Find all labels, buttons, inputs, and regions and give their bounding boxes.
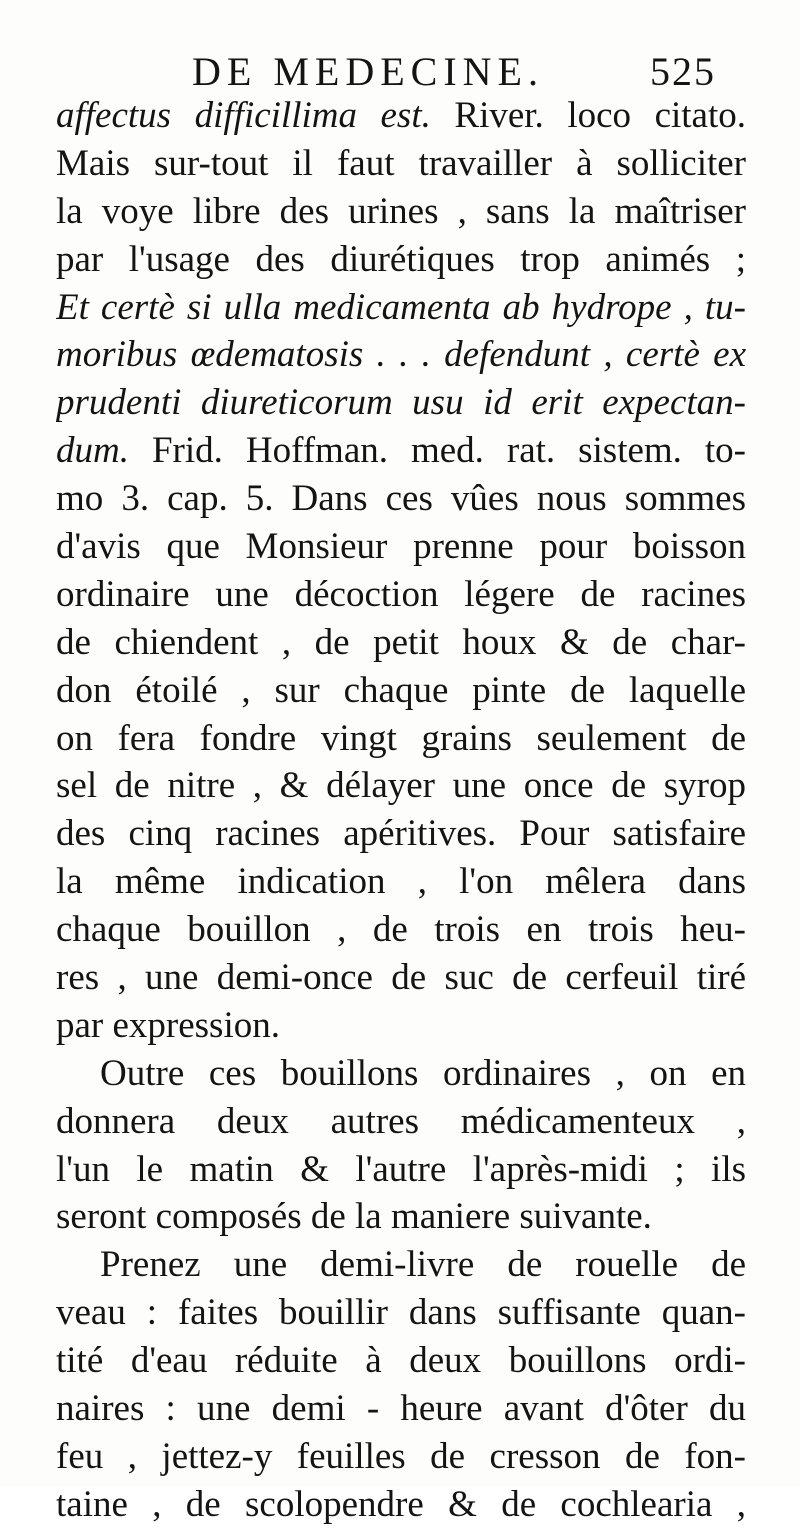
body-text [56,92,746,1529]
text-line [56,1481,746,1529]
text-line [56,906,746,954]
roman-text: Mais sur-tout il faut travailler à solliciter [56,142,746,184]
roman-text: feu , jettez-y feuilles de cresson de fon- [56,1435,746,1477]
roman-text: res , une demi-once de suc de cerfeuil tiré [56,957,746,999]
text-line [56,1385,746,1433]
italic-text: moribus œdematosis . . . defendunt , certè ex [56,334,746,376]
text-line [56,619,746,667]
running-title: DE MEDECINE. [192,49,544,94]
roman-text: veau : faites bouillir dans suffisante quan- [56,1292,746,1334]
text-line [56,1050,746,1098]
text-line [56,762,746,810]
roman-text: l'un le matin & l'autre l'après-midi ; ils [56,1148,746,1190]
text-line [56,1193,746,1241]
roman-text: sel de nitre , & délayer une once de syrop [56,765,746,807]
text-line [56,92,746,140]
text-line [56,427,746,475]
text-line [56,331,746,379]
roman-text: par l'usage des diurétiques trop animés ; [56,238,746,280]
roman-text: la même indication , l'on mêlera dans [56,861,746,903]
roman-text: donnera deux autres médicamenteux , [56,1100,746,1142]
page-number: 525 [650,49,716,94]
roman-text: d'avis que Monsieur prenne pour boisson [56,526,746,568]
roman-text: des cinq racines apéritives. Pour satisfaire [56,813,746,855]
text-line [56,1337,746,1385]
text-line [56,667,746,715]
text-line [56,571,746,619]
roman-text: de chiendent , de petit houx & de char- [56,621,746,663]
text-line [56,1289,746,1337]
roman-text: on fera fondre vingt grains seulement de [56,717,746,759]
italic-text: dum. [56,430,129,472]
italic-text: Et certè si ulla medicamenta ab hydrope , tu- [56,286,746,328]
roman-text: Outre ces bouillons ordinaires , on en [100,1052,746,1094]
roman-text: tité d'eau réduite à deux bouillons ordi- [56,1340,746,1382]
text-line [56,858,746,906]
roman-text: mo 3. cap. 5. Dans ces vûes nous sommes [56,478,746,520]
text-line [56,475,746,523]
text-line [56,1433,746,1481]
text-line [56,810,746,858]
roman-text: ordinaire une décoction légere de racines [56,573,746,615]
text-line [56,379,746,427]
text-line [56,188,746,236]
text-line [56,284,746,332]
text-line [56,954,746,1002]
text-line [56,715,746,763]
roman-text: chaque bouillon , de trois en trois heu- [56,909,746,951]
roman-text: naires : une demi - heure avant d'ôter du [56,1388,746,1430]
roman-text: par expression. [56,1004,280,1046]
roman-text: don étoilé , sur chaque pinte de laquelle [56,669,746,711]
roman-text: taine , de scolopendre & de cochlearia , [56,1483,746,1525]
roman-text: la voye libre des urines , sans la maîtriser [56,190,746,232]
text-line [56,1241,746,1289]
text-line [56,1146,746,1194]
text-line [56,140,746,188]
text-line [56,1098,746,1146]
italic-text: prudenti diureticorum usu id erit expectan- [56,382,746,424]
roman-text: Prenez une demi-livre de rouelle de [100,1244,746,1286]
roman-text: seront composés de la maniere suivante. [56,1196,652,1238]
italic-text: affectus difficillima est. [56,95,431,136]
text-line [56,523,746,571]
text-line [56,1002,746,1050]
roman-text: River. loco citato. [430,95,746,136]
text-line [56,236,746,284]
roman-text: Frid. Hoffman. med. rat. sistem. to- [128,430,746,472]
